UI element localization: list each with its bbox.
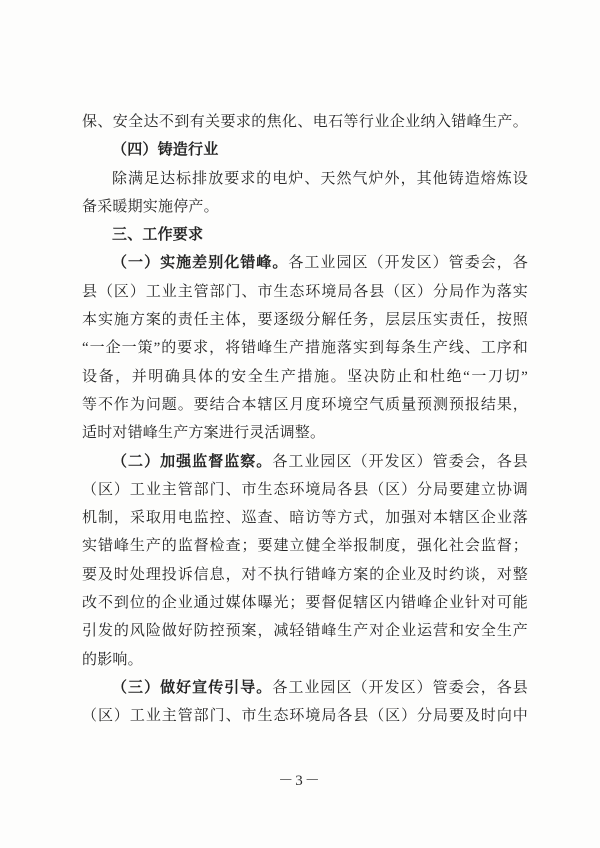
text-line bbox=[82, 306, 528, 334]
text-segment: 的影响。 bbox=[82, 651, 143, 668]
text-segment: 适时对错峰生产方案进行灵活调整。 bbox=[82, 425, 326, 442]
text-segment: 改不到位的企业通过媒体曝光；要督促辖区内错峰企业针对可能 bbox=[82, 595, 528, 612]
text-segment: 县（区）工业主管部门、市生态环境局各县（区）分局作为落实 bbox=[82, 283, 528, 300]
text-line bbox=[82, 363, 528, 391]
text-segment-bold: （二）加强监督监察。 bbox=[112, 453, 273, 470]
text-line bbox=[82, 589, 528, 617]
text-line bbox=[82, 674, 528, 702]
text-line bbox=[82, 221, 528, 249]
text-line bbox=[82, 136, 528, 164]
text-segment: 设备，并明确具体的安全生产措施。坚决防止和杜绝“一刀切” bbox=[82, 368, 528, 385]
text-line bbox=[82, 476, 528, 504]
text-segment: 机制，采取用电监控、巡查、暗访等方式，加强对本辖区企业落 bbox=[82, 510, 528, 527]
text-line bbox=[82, 504, 528, 532]
text-segment: 保、安全达不到有关要求的焦化、电石等行业企业纳入错峰生产。 bbox=[82, 114, 528, 130]
text-segment: （区）工业主管部门、市生态环境局各县（区）分局要建立协调 bbox=[82, 481, 528, 498]
text-segment: 实错峰生产的监督检查；要建立健全举报制度，强化社会监督； bbox=[82, 538, 528, 555]
text-line bbox=[82, 646, 528, 674]
text-segment-bold: （四）铸造行业 bbox=[112, 142, 219, 159]
text-segment: 各工业园区（开发区）管委会，各 bbox=[288, 255, 528, 272]
text-line bbox=[82, 702, 528, 730]
text-line bbox=[82, 391, 528, 419]
text-line bbox=[82, 108, 528, 136]
text-line bbox=[82, 419, 528, 447]
text-line bbox=[82, 193, 528, 221]
text-segment-bold: （三）做好宣传引导。 bbox=[112, 679, 273, 696]
text-line bbox=[82, 334, 528, 362]
text-segment: 等不作为问题。要结合本辖区月度环境空气质量预测预报结果， bbox=[82, 396, 528, 413]
text-line bbox=[82, 249, 528, 277]
text-line bbox=[82, 278, 528, 306]
text-segment: 要及时处理投诉信息，对不执行错峰方案的企业及时约谈，对整 bbox=[82, 566, 528, 583]
text-segment: 各工业园区（开发区）管委会，各县 bbox=[272, 679, 528, 696]
text-segment-heading: 三、工作要求 bbox=[112, 226, 204, 244]
text-line bbox=[82, 448, 528, 476]
text-segment: 除满足达标排放要求的电炉、天然气炉外，其他铸造熔炼设 bbox=[112, 170, 528, 187]
text-line bbox=[82, 561, 528, 589]
text-segment: 各工业园区（开发区）管委会，各县 bbox=[272, 453, 528, 470]
text-segment-bold: （一）实施差别化错峰。 bbox=[112, 255, 289, 272]
text-segment: “一企一策”的要求，将错峰生产措施落实到每条生产线、工序和 bbox=[82, 340, 528, 357]
text-line bbox=[82, 165, 528, 193]
text-line bbox=[82, 617, 528, 645]
text-segment: 本实施方案的责任主体，要逐级分解任务，层层压实责任，按照 bbox=[82, 312, 528, 329]
text-segment: （区）工业主管部门、市生态环境局各县（区）分局要及时向中 bbox=[82, 708, 528, 725]
text-line bbox=[82, 532, 528, 560]
text-segment: 引发的风险做好防控预案，减轻错峰生产对企业运营和安全生产 bbox=[82, 623, 528, 640]
page-number: －3－ bbox=[278, 773, 322, 789]
text-segment: 备采暖期实施停产。 bbox=[82, 198, 219, 215]
document-body bbox=[82, 108, 528, 731]
